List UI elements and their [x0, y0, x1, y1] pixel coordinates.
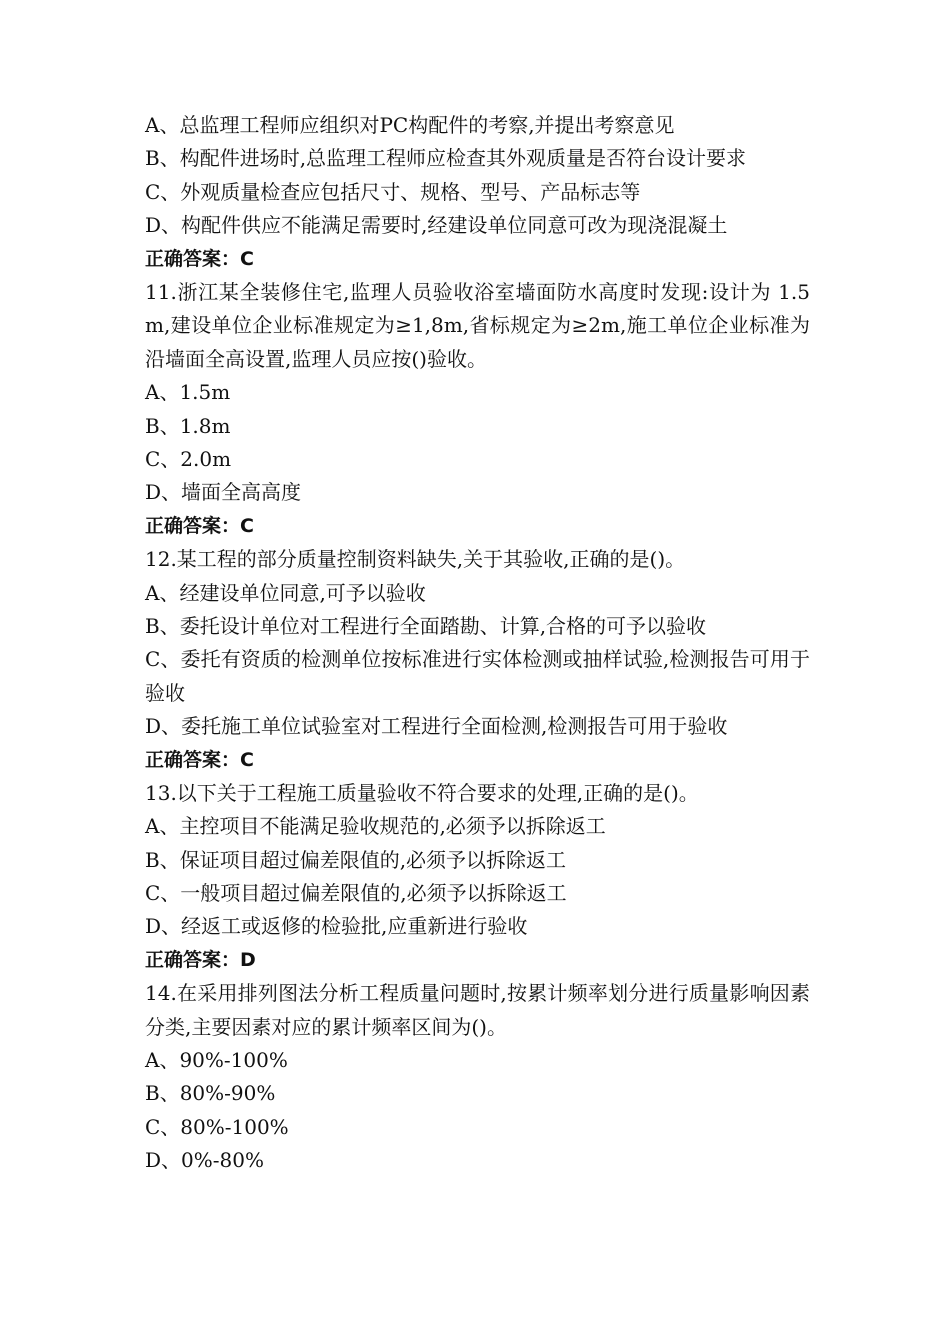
option-b: B、构配件进场时,总监理工程师应检查其外观质量是否符台设计要求 [145, 146, 747, 171]
option-a: A、经建设单位同意,可予以验收 [145, 580, 426, 605]
option-c: C、委托有资质的检测单位按标准进行实体检测或抽样试验,检测报告可用于验收 [145, 647, 810, 705]
correct-answer: 正确答案：D [145, 948, 256, 971]
question-text: 11.浙江某全装修住宅,监理人员验收浴室墙面防水高度时发现:设计为 1.5m,建设单位企业标准规定为≥1,8m,省标规定为≥2m,施工单位企业标准为沿墙面全高设置,监理人员应按()验收。 [145, 279, 810, 371]
option-d: D、0%-80% [145, 1148, 264, 1173]
question-text: 12.某工程的部分质量控制资料缺失,关于其验收,正确的是()。 [145, 547, 686, 572]
option-c: C、2.0m [145, 446, 232, 471]
option-c: C、一般项目超过偏差限值的,必须予以拆除返工 [145, 881, 567, 906]
option-d: D、委托施工单位试验室对工程进行全面检测,检测报告可用于验收 [145, 714, 728, 739]
question-text: 13.以下关于工程施工质量验收不符合要求的处理,正确的是()。 [145, 780, 699, 805]
option-b: B、80%-90% [145, 1081, 276, 1106]
correct-answer: 正确答案：C [145, 247, 254, 270]
option-b: B、1.8m [145, 413, 231, 438]
option-b: B、委托设计单位对工程进行全面踏勘、计算,合格的可予以验收 [145, 613, 707, 638]
option-b: B、保证项目超过偏差限值的,必须予以拆除返工 [145, 847, 567, 872]
option-a: A、主控项目不能满足验收规范的,必须予以拆除返工 [145, 814, 606, 839]
option-d: D、墙面全高高度 [145, 480, 302, 505]
option-d: D、经返工或返修的检验批,应重新进行验收 [145, 914, 528, 939]
option-a: A、90%-100% [145, 1048, 288, 1073]
option-c: C、外观质量检查应包括尺寸、规格、型号、产品标志等 [145, 179, 641, 204]
question-10-continued [145, 109, 810, 276]
document-page [145, 109, 810, 1178]
option-a: A、总监理工程师应组织对PC构配件的考察,并提出考察意见 [145, 113, 675, 137]
question-text: 14.在采用排列图法分析工程质量问题时,按累计频率划分进行质量影响因素分类,主要因素对应的累计频率区间为()。 [145, 981, 810, 1039]
option-c: C、80%-100% [145, 1114, 289, 1139]
question-12 [145, 543, 810, 777]
question-14 [145, 977, 810, 1177]
question-11 [145, 276, 810, 543]
question-13 [145, 777, 810, 977]
option-d: D、构配件供应不能满足需要时,经建设单位同意可改为现浇混凝土 [145, 213, 728, 238]
correct-answer: 正确答案：C [145, 748, 254, 771]
correct-answer: 正确答案：C [145, 514, 254, 537]
option-a: A、1.5m [145, 380, 231, 405]
